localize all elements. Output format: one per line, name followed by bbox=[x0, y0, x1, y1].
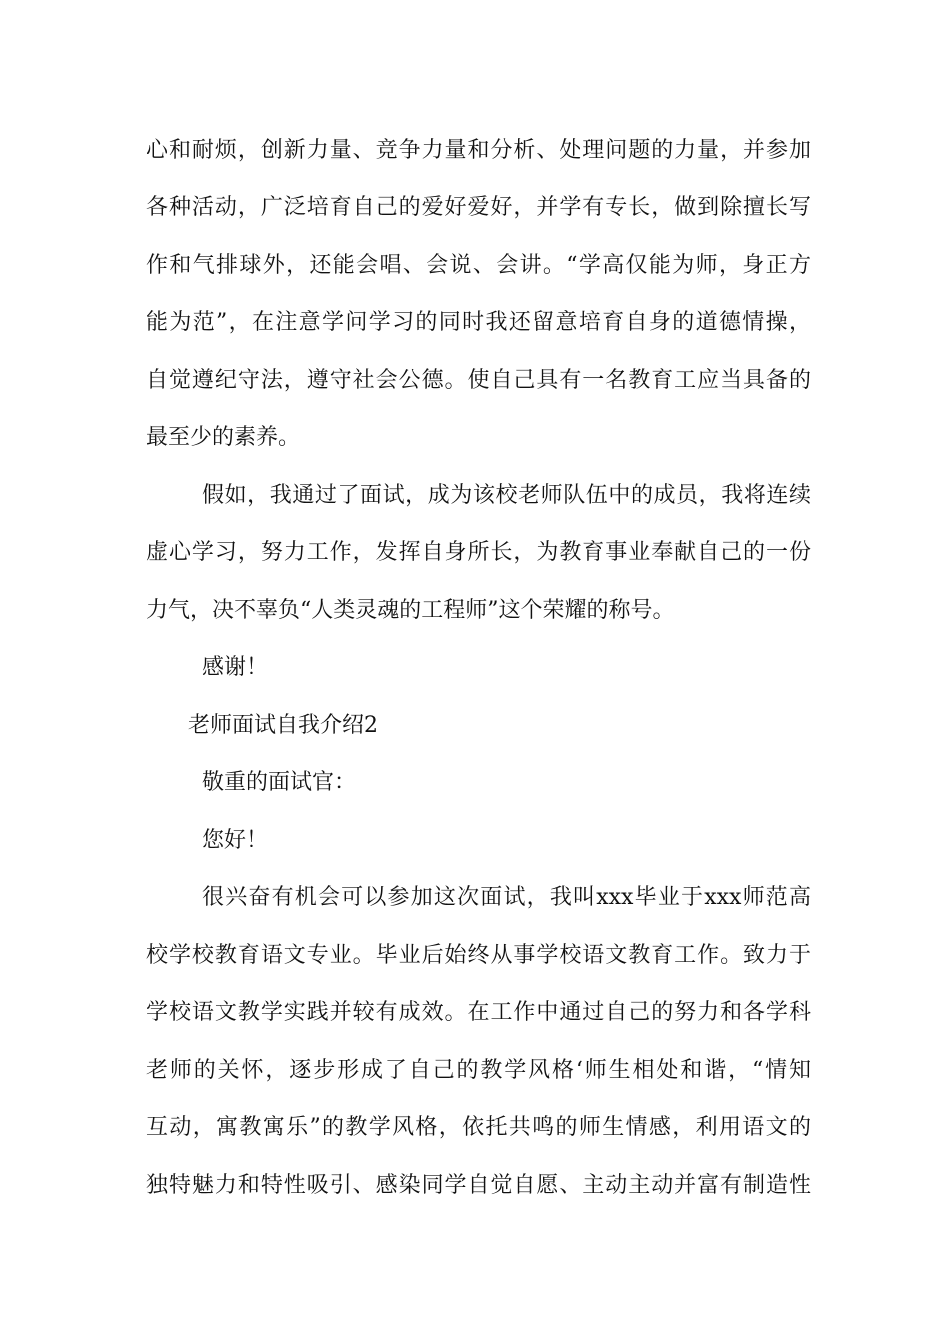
paragraph-line: 假如，我通过了面试，成为该校老师队伍中的成员，我将连续 bbox=[202, 483, 811, 508]
paragraph-line: 独特魅力和特性吸引、感染同学自觉自愿、主动主动并富有制造性 bbox=[146, 1173, 811, 1198]
paragraph-line: 各种活动，广泛培育自己的爱好爱好，并学有专长，做到除擅长写 bbox=[146, 195, 811, 220]
paragraph-line: 作和气排球外，还能会唱、会说、会讲。“学高仅能为师，身正方 bbox=[146, 253, 811, 278]
paragraph-line: 学校语文教学实践并较有成效。在工作中通过自己的努力和各学科 bbox=[146, 1000, 811, 1025]
greeting-line: 您好！ bbox=[202, 828, 269, 853]
paragraph-line: 最至少的素养。 bbox=[146, 425, 301, 450]
paragraph-line: 老师的关怀，逐步形成了自己的教学风格‘师生相处和谐，“情知 bbox=[146, 1058, 811, 1083]
section-heading: 老师面试自我介绍2 bbox=[188, 713, 378, 738]
paragraph-line: 校学校教育语文专业。毕业后始终从事学校语文教育工作。致力于 bbox=[146, 943, 811, 968]
salutation-line: 敬重的面试官： bbox=[202, 770, 357, 795]
paragraph-line: 力气，决不辜负“人类灵魂的工程师”这个荣耀的称号。 bbox=[146, 598, 675, 623]
paragraph-line: 能为范”，在注意学问学习的同时我还留意培育自身的道德情操， bbox=[146, 310, 811, 335]
paragraph-line: 虚心学习，努力工作，发挥自身所长，为教育事业奉献自己的一份 bbox=[146, 540, 811, 565]
thanks-line: 感谢！ bbox=[202, 655, 269, 680]
paragraph-line: 自觉遵纪守法，遵守社会公德。使自己具有一名教育工应当具备的 bbox=[146, 368, 811, 393]
paragraph-line: 互动，寓教寓乐”的教学风格，依托共鸣的师生情感，利用语文的 bbox=[146, 1115, 811, 1140]
paragraph-line: 心和耐烦，创新力量、竞争力量和分析、处理问题的力量，并参加 bbox=[146, 138, 811, 163]
paragraph-line: 很兴奋有机会可以参加这次面试，我叫xxx毕业于xxx师范高 bbox=[202, 885, 811, 910]
